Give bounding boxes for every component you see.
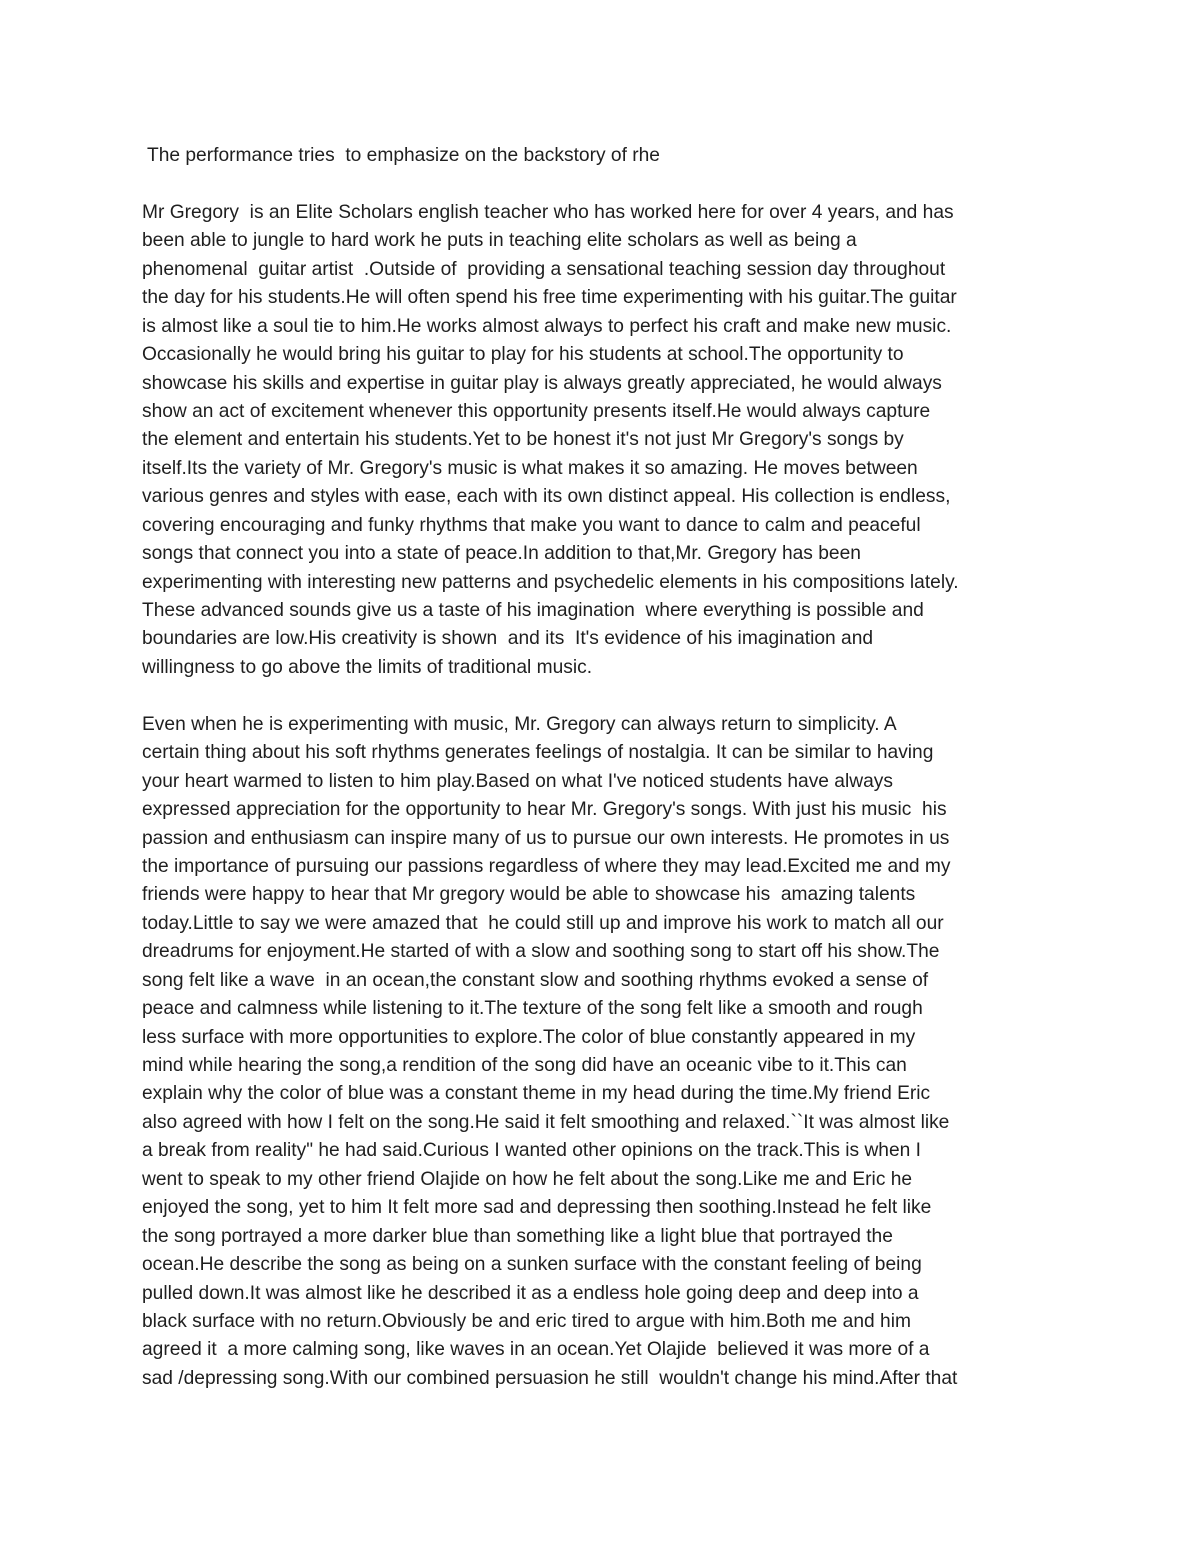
text-line: phenomenal guitar artist .Outside of providing a sensational teaching session day throughout <box>142 258 946 280</box>
text-line: mind while hearing the song,a rendition of the song did have an oceanic vibe to it.This can <box>142 1055 907 1076</box>
paragraph-spacer <box>142 682 1072 710</box>
text-line: Occasionally he would bring his guitar to play for his students at school.The opportunity to <box>142 344 904 366</box>
text-line: various genres and styles with ease, each with its own distinct appeal. His collection is endless, <box>142 486 951 508</box>
text-line: songs that connect you into a state of peace.In addition to that,Mr. Gregory has been <box>142 543 861 565</box>
paragraph-spacer <box>142 170 1072 198</box>
text-line: show an act of excitement whenever this opportunity presents itself.He would always capture <box>142 400 931 422</box>
text-line: enjoyed the song, yet to him It felt more sad and depressing then soothing.Instead he felt like <box>142 1197 932 1219</box>
text-line: expressed appreciation for the opportunity to hear Mr. Gregory's songs. With just his music his <box>142 799 947 821</box>
text-line: willingness to go above the limits of traditional music. <box>142 656 593 678</box>
text-line: the song portrayed a more darker blue than something like a light blue that portrayed the <box>142 1225 893 1247</box>
paragraph-2 <box>142 711 1072 1394</box>
text-line: also agreed with how I felt on the song.He said it felt smoothing and relaxed.``It was almost like <box>142 1111 950 1133</box>
text-line: passion and enthusiasm can inspire many of us to pursue our own interests. He promotes in us <box>142 827 950 849</box>
paragraph-1 <box>142 199 1072 682</box>
text-line: certain thing about his soft rhythms generates feelings of nostalgia. It can be similar to having <box>142 742 934 764</box>
text-line: These advanced sounds give us a taste of his imagination where everything is possible and <box>142 600 924 621</box>
text-line: itself.Its the variety of Mr. Gregory's music is what makes it so amazing. He moves between <box>142 457 918 479</box>
text-line: pulled down.It was almost like he described it as a endless hole going deep and deep into a <box>142 1282 919 1304</box>
text-line: showcase his skills and expertise in guitar play is always greatly appreciated, he would always <box>142 372 942 394</box>
text-line: ocean.He describe the song as being on a sunken surface with the constant feeling of being <box>142 1254 922 1276</box>
text-line: dreadrums for enjoyment.He started of with a slow and soothing song to start off his show.The <box>142 941 940 963</box>
text-line: is almost like a soul tie to him.He works almost always to perfect his craft and make new music. <box>142 315 952 337</box>
text-line: black surface with no return.Obviously be and eric tired to argue with him.Both me and him <box>142 1310 911 1332</box>
text-line: sad /depressing song.With our combined persuasion he still wouldn't change his mind.After that <box>142 1367 958 1389</box>
text-line: today.Little to say we were amazed that he could still up and improve his work to match all our <box>142 912 944 934</box>
text-line: covering encouraging and funky rhythms that make you want to dance to calm and peaceful <box>142 514 921 536</box>
text-line: Even when he is experimenting with music, Mr. Gregory can always return to simplicity. A <box>142 713 897 735</box>
document-body <box>142 142 1072 1393</box>
intro-line: The performance tries to emphasize on the backstory of rhe <box>142 145 660 166</box>
text-line: experimenting with interesting new patterns and psychedelic elements in his compositions lately. <box>142 571 959 593</box>
text-line: less surface with more opportunities to explore.The color of blue constantly appeared in my <box>142 1026 916 1048</box>
text-line: the element and entertain his students.Yet to be honest it's not just Mr Gregory's songs by <box>142 429 904 451</box>
text-line: been able to jungle to hard work he puts in teaching elite scholars as well as being a <box>142 230 857 252</box>
text-line: boundaries are low.His creativity is shown and its It's evidence of his imagination and <box>142 628 874 650</box>
text-line: the importance of pursuing our passions regardless of where they may lead.Excited me and my <box>142 855 951 877</box>
text-line: friends were happy to hear that Mr gregory would be able to showcase his amazing talents <box>142 884 916 906</box>
text-line: peace and calmness while listening to it.The texture of the song felt like a smooth and rough <box>142 998 923 1020</box>
text-line: a break from reality" he had said.Curious I wanted other opinions on the track.This is when I <box>142 1140 921 1162</box>
text-line: song felt like a wave in an ocean,the constant slow and soothing rhythms evoked a sense of <box>142 969 929 991</box>
text-line: Mr Gregory is an Elite Scholars english teacher who has worked here for over 4 years, and has <box>142 201 954 223</box>
text-line: agreed it a more calming song, like waves in an ocean.Yet Olajide believed it was more of a <box>142 1339 930 1361</box>
text-line: the day for his students.He will often spend his free time experimenting with his guitar.The guitar <box>142 287 957 309</box>
text-line: explain why the color of blue was a constant theme in my head during the time.My friend Eric <box>142 1083 931 1105</box>
text-line: went to speak to my other friend Olajide on how he felt about the song.Like me and Eric he <box>142 1168 913 1190</box>
text-line: your heart warmed to listen to him play.Based on what I've noticed students have always <box>142 770 893 792</box>
